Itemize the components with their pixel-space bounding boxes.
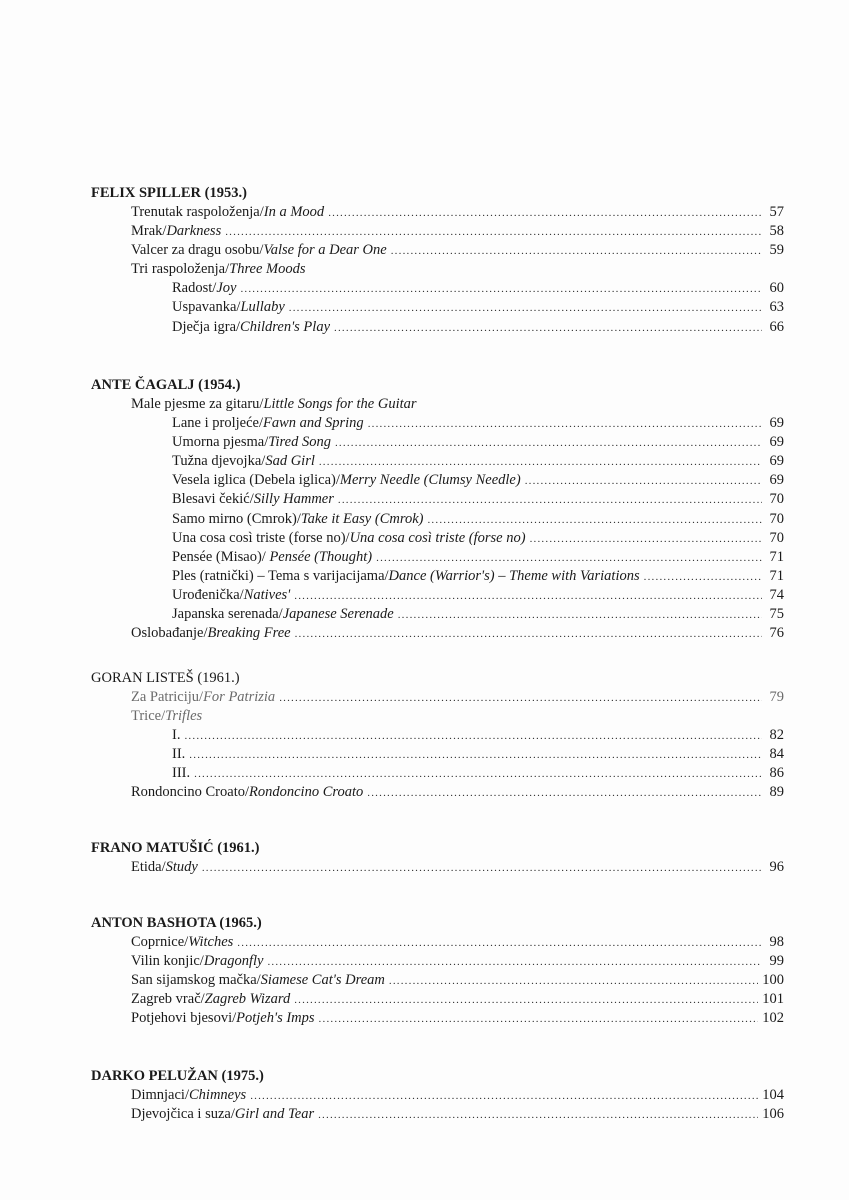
toc-entry[interactable]	[91, 688, 784, 707]
dot-leader	[398, 606, 762, 625]
entry-title-croatian: Vilin konjic/	[131, 953, 204, 970]
entry-title-english: Fawn and Spring	[262, 415, 364, 432]
entry-title-croatian: Dječja igra/	[172, 318, 241, 335]
page-number: 70	[769, 491, 784, 508]
entry-title	[172, 279, 236, 298]
entry-title-croatian: III.	[172, 765, 191, 782]
toc-entry[interactable]	[91, 318, 784, 337]
composer-section	[91, 914, 784, 1028]
entry-title	[172, 605, 394, 624]
dot-leader	[237, 934, 762, 953]
page-number: 75	[769, 606, 784, 623]
toc-entry[interactable]	[91, 548, 784, 567]
entry-title-croatian: San sijamskog mačka/	[131, 972, 261, 989]
dot-leader	[194, 765, 762, 784]
entry-title	[172, 745, 185, 764]
entry-title	[131, 203, 324, 222]
toc-entry[interactable]	[91, 1009, 784, 1028]
entry-title-english: In a Mood	[263, 204, 325, 220]
dot-leader	[189, 746, 762, 765]
entry-title-croatian: Mrak/	[131, 223, 167, 240]
entry-title	[131, 260, 306, 279]
toc-entry[interactable]	[91, 452, 784, 471]
entry-title-croatian: Japanska serenada/	[172, 606, 283, 623]
dot-leader	[289, 299, 762, 318]
page-number: 57	[769, 204, 784, 220]
toc-entry[interactable]	[91, 605, 784, 624]
entry-title-english: Witches	[188, 934, 234, 950]
entry-title	[131, 952, 263, 971]
entry-title	[131, 222, 221, 241]
composer-section	[91, 669, 784, 803]
dot-leader	[225, 223, 762, 242]
page-number: 99	[769, 953, 784, 970]
entry-title	[131, 688, 275, 707]
entry-title-english: Take it Easy (Cmrok)	[300, 510, 424, 527]
entry-title-croatian: Samo mirno (Cmrok)/	[172, 510, 301, 527]
page-number: 58	[769, 223, 784, 240]
entry-title-croatian: Radost/	[172, 280, 217, 297]
entry-title-croatian: Urođenička/	[172, 586, 244, 603]
page-number: 82	[769, 727, 784, 744]
entry-title-english: Rondoncino Croato	[249, 784, 364, 801]
dot-leader	[644, 568, 762, 587]
toc-entry[interactable]	[91, 990, 784, 1009]
entry-title-croatian: Male pjesme za gitaru/	[131, 396, 264, 412]
entry-title-english: Dance (Warrior's) – Theme with Variations	[388, 567, 640, 584]
entry-title	[172, 567, 640, 586]
entry-title-croatian: Rondoncino Croato/	[131, 784, 250, 801]
entry-title	[131, 1009, 315, 1028]
entry-title-english: Lullaby	[240, 299, 285, 316]
entry-title	[172, 433, 331, 452]
entry-title-croatian: Umorna pjesma/	[172, 434, 269, 451]
dot-leader	[267, 953, 762, 972]
entry-title-english: Silly Hammer	[253, 491, 334, 508]
composer-section	[91, 839, 784, 877]
page-number: 66	[769, 318, 784, 335]
toc-entry[interactable]	[91, 529, 784, 548]
dot-leader	[525, 472, 762, 491]
toc-entry[interactable]	[91, 395, 784, 414]
toc-entry[interactable]	[91, 222, 784, 241]
entry-title-croatian: Oslobađanje/	[131, 625, 208, 642]
toc-entry[interactable]	[91, 279, 784, 298]
entry-title	[172, 298, 285, 317]
entry-title	[131, 933, 233, 952]
dot-leader	[368, 415, 762, 434]
page-number: 104	[762, 1087, 784, 1103]
entry-title-croatian: Dimnjaci/	[131, 1087, 189, 1103]
entry-title-croatian: Potjehovi bjesovi/	[131, 1010, 237, 1027]
entry-title-english: Sad Girl	[265, 453, 315, 470]
entry-title-croatian: Etida/	[131, 859, 166, 875]
entry-title-english: Natives'	[243, 586, 291, 603]
entry-title-english: Dragonfly	[203, 953, 264, 970]
toc-entry[interactable]	[91, 707, 784, 726]
page-number: 74	[769, 586, 784, 603]
toc-entry[interactable]	[91, 241, 784, 260]
page-number: 59	[769, 242, 784, 259]
entry-title	[172, 548, 372, 567]
entry-title-croatian: Za Patriciju/	[131, 689, 204, 705]
entry-title	[172, 318, 330, 337]
entry-title-english: Darkness	[166, 223, 222, 240]
dot-leader	[319, 1010, 759, 1029]
entry-title	[131, 624, 291, 643]
entry-title-croatian: Coprnice/	[131, 934, 189, 950]
entry-title-croatian: I.	[172, 727, 181, 744]
page-number: 63	[769, 299, 784, 316]
entry-title-croatian: Djevojčica i suza/	[131, 1106, 235, 1123]
entry-title-english: Trifles	[165, 708, 203, 725]
dot-leader	[295, 625, 762, 644]
page-number: 69	[769, 415, 784, 432]
entry-title-english: Zagreb Wizard	[204, 991, 291, 1008]
dot-leader	[338, 491, 762, 510]
toc-entry[interactable]	[91, 490, 784, 509]
entry-title-english: Tired Song	[268, 434, 331, 451]
toc-entry[interactable]	[91, 260, 784, 279]
entry-title	[172, 452, 315, 471]
dot-leader	[240, 280, 762, 299]
entry-title	[131, 990, 290, 1009]
toc-entry[interactable]	[91, 298, 784, 317]
entry-title-croatian: Uspavanka/	[172, 299, 241, 316]
entry-title	[172, 414, 364, 433]
page-number: 70	[769, 510, 784, 527]
page-number: 84	[769, 746, 784, 763]
page-number: 70	[769, 529, 784, 546]
composer-heading: DARKO PELUŽAN (1975.)	[91, 1068, 264, 1084]
toc-entry[interactable]	[91, 510, 784, 529]
entry-title-english: Una cosa così triste (forse no)	[349, 529, 526, 546]
toc-entry[interactable]	[91, 203, 784, 222]
dot-leader	[294, 587, 762, 606]
page-number: 106	[762, 1106, 784, 1123]
toc-entry[interactable]	[91, 586, 784, 605]
page-number: 79	[769, 689, 784, 705]
dot-leader	[184, 727, 762, 746]
page-number: 69	[769, 472, 784, 489]
entry-title	[131, 783, 363, 802]
entry-title-croatian: Trice/	[131, 708, 166, 725]
toc-entry[interactable]	[91, 433, 784, 452]
entry-title-english: For Patrizia	[203, 689, 276, 705]
entry-title-english: Japanese Serenade	[282, 606, 394, 623]
entry-title	[172, 764, 190, 783]
entry-title	[172, 726, 180, 745]
entry-title-english: Pensée (Thought)	[269, 548, 373, 565]
composer-heading: FELIX SPILLER (1953.)	[91, 185, 247, 201]
dot-leader	[202, 859, 762, 878]
dot-leader	[294, 991, 758, 1010]
entry-title-croatian: Una cosa così triste (forse no)/	[172, 529, 350, 546]
entry-title	[131, 395, 417, 414]
composer-heading: ANTE ČAGALJ (1954.)	[91, 377, 241, 393]
toc-entry[interactable]	[91, 933, 784, 952]
toc-entry[interactable]	[91, 624, 784, 643]
dot-leader	[367, 784, 762, 803]
entry-title-english: Joy	[216, 280, 237, 297]
composer-section	[91, 184, 784, 337]
toc-entry[interactable]	[91, 1086, 784, 1105]
toc-entry[interactable]	[91, 567, 784, 586]
entry-title-english: Three Moods	[229, 261, 306, 278]
entry-title-croatian: Tri raspoloženja/	[131, 261, 230, 278]
entry-title	[172, 471, 521, 490]
dot-leader	[376, 549, 762, 568]
entry-title-croatian: II.	[172, 746, 186, 763]
entry-title	[131, 971, 385, 990]
dot-leader	[389, 972, 758, 991]
entry-title	[131, 858, 198, 877]
toc-entry[interactable]	[91, 783, 784, 802]
dot-leader	[328, 204, 762, 223]
entry-title	[131, 707, 202, 726]
entry-title-english: Girl and Tear	[234, 1106, 315, 1123]
page-number: 96	[769, 859, 784, 875]
page-number: 100	[762, 972, 784, 989]
page-number: 69	[769, 434, 784, 451]
composer-section	[91, 376, 784, 643]
entry-title-croatian: Valcer za dragu osobu/	[131, 242, 264, 259]
toc-entry[interactable]	[91, 764, 784, 783]
entry-title-english: Children's Play	[240, 318, 331, 335]
entry-title	[131, 1105, 314, 1124]
page-number: 102	[762, 1010, 784, 1027]
entry-title-croatian: Lane i proljeće/	[172, 415, 263, 432]
dot-leader	[335, 434, 762, 453]
page-number: 71	[769, 548, 784, 565]
entry-title	[172, 586, 290, 605]
entry-title-english: Merry Needle (Clumsy Needle)	[339, 472, 521, 489]
entry-title-english: Potjeh's Imps	[236, 1010, 315, 1027]
toc-entry[interactable]	[91, 1105, 784, 1124]
page-number: 71	[769, 567, 784, 584]
toc-entry[interactable]	[91, 745, 784, 764]
toc-entry[interactable]	[91, 726, 784, 745]
dot-leader	[530, 530, 762, 549]
toc-entry[interactable]	[91, 858, 784, 877]
composer-section	[91, 1067, 784, 1124]
dot-leader	[319, 453, 762, 472]
composer-heading: GORAN LISTEŠ (1961.)	[91, 670, 240, 686]
dot-leader	[250, 1087, 758, 1106]
entry-title	[172, 529, 526, 548]
toc-entry[interactable]	[91, 971, 784, 990]
dot-leader	[391, 242, 762, 261]
entry-title-english: Study	[165, 859, 198, 875]
entry-title-english: Siamese Cat's Dream	[260, 972, 385, 989]
entry-title-english: Breaking Free	[207, 625, 291, 642]
entry-title-croatian: Trenutak raspoloženja/	[131, 204, 264, 220]
entry-title-english: Valse for a Dear One	[263, 242, 387, 259]
page-number: 86	[769, 765, 784, 782]
toc-entry[interactable]	[91, 414, 784, 433]
entry-title-croatian: Vesela iglica (Debela iglica)/	[172, 472, 340, 489]
page-number: 98	[769, 934, 784, 950]
page-number: 69	[769, 453, 784, 470]
page-number: 60	[769, 280, 784, 297]
toc-entry[interactable]	[91, 471, 784, 490]
page-number: 101	[762, 991, 784, 1008]
page-number: 89	[769, 784, 784, 801]
entry-title-english: Little Songs for the Guitar	[263, 396, 417, 412]
entry-title-croatian: Blesavi čekić/	[172, 491, 254, 508]
dot-leader	[318, 1106, 758, 1125]
page-number: 76	[769, 625, 784, 642]
entry-title-croatian: Tužna djevojka/	[172, 453, 266, 470]
entry-title	[172, 490, 334, 509]
dot-leader	[279, 689, 762, 708]
entry-title-croatian: Zagreb vrač/	[131, 991, 205, 1008]
entry-title	[131, 241, 387, 260]
entry-title-croatian: Ples (ratnički) – Tema s varijacijama/	[172, 567, 389, 584]
entry-title-croatian: Pensée (Misao)/	[172, 548, 270, 565]
dot-leader	[334, 319, 762, 338]
composer-heading: ANTON BASHOTA (1965.)	[91, 915, 262, 931]
entry-title	[172, 510, 423, 529]
composer-heading: FRANO MATUŠIĆ (1961.)	[91, 840, 260, 856]
entry-title-english: Chimneys	[189, 1087, 247, 1103]
dot-leader	[427, 511, 762, 530]
toc-entry[interactable]	[91, 952, 784, 971]
entry-title	[131, 1086, 246, 1105]
